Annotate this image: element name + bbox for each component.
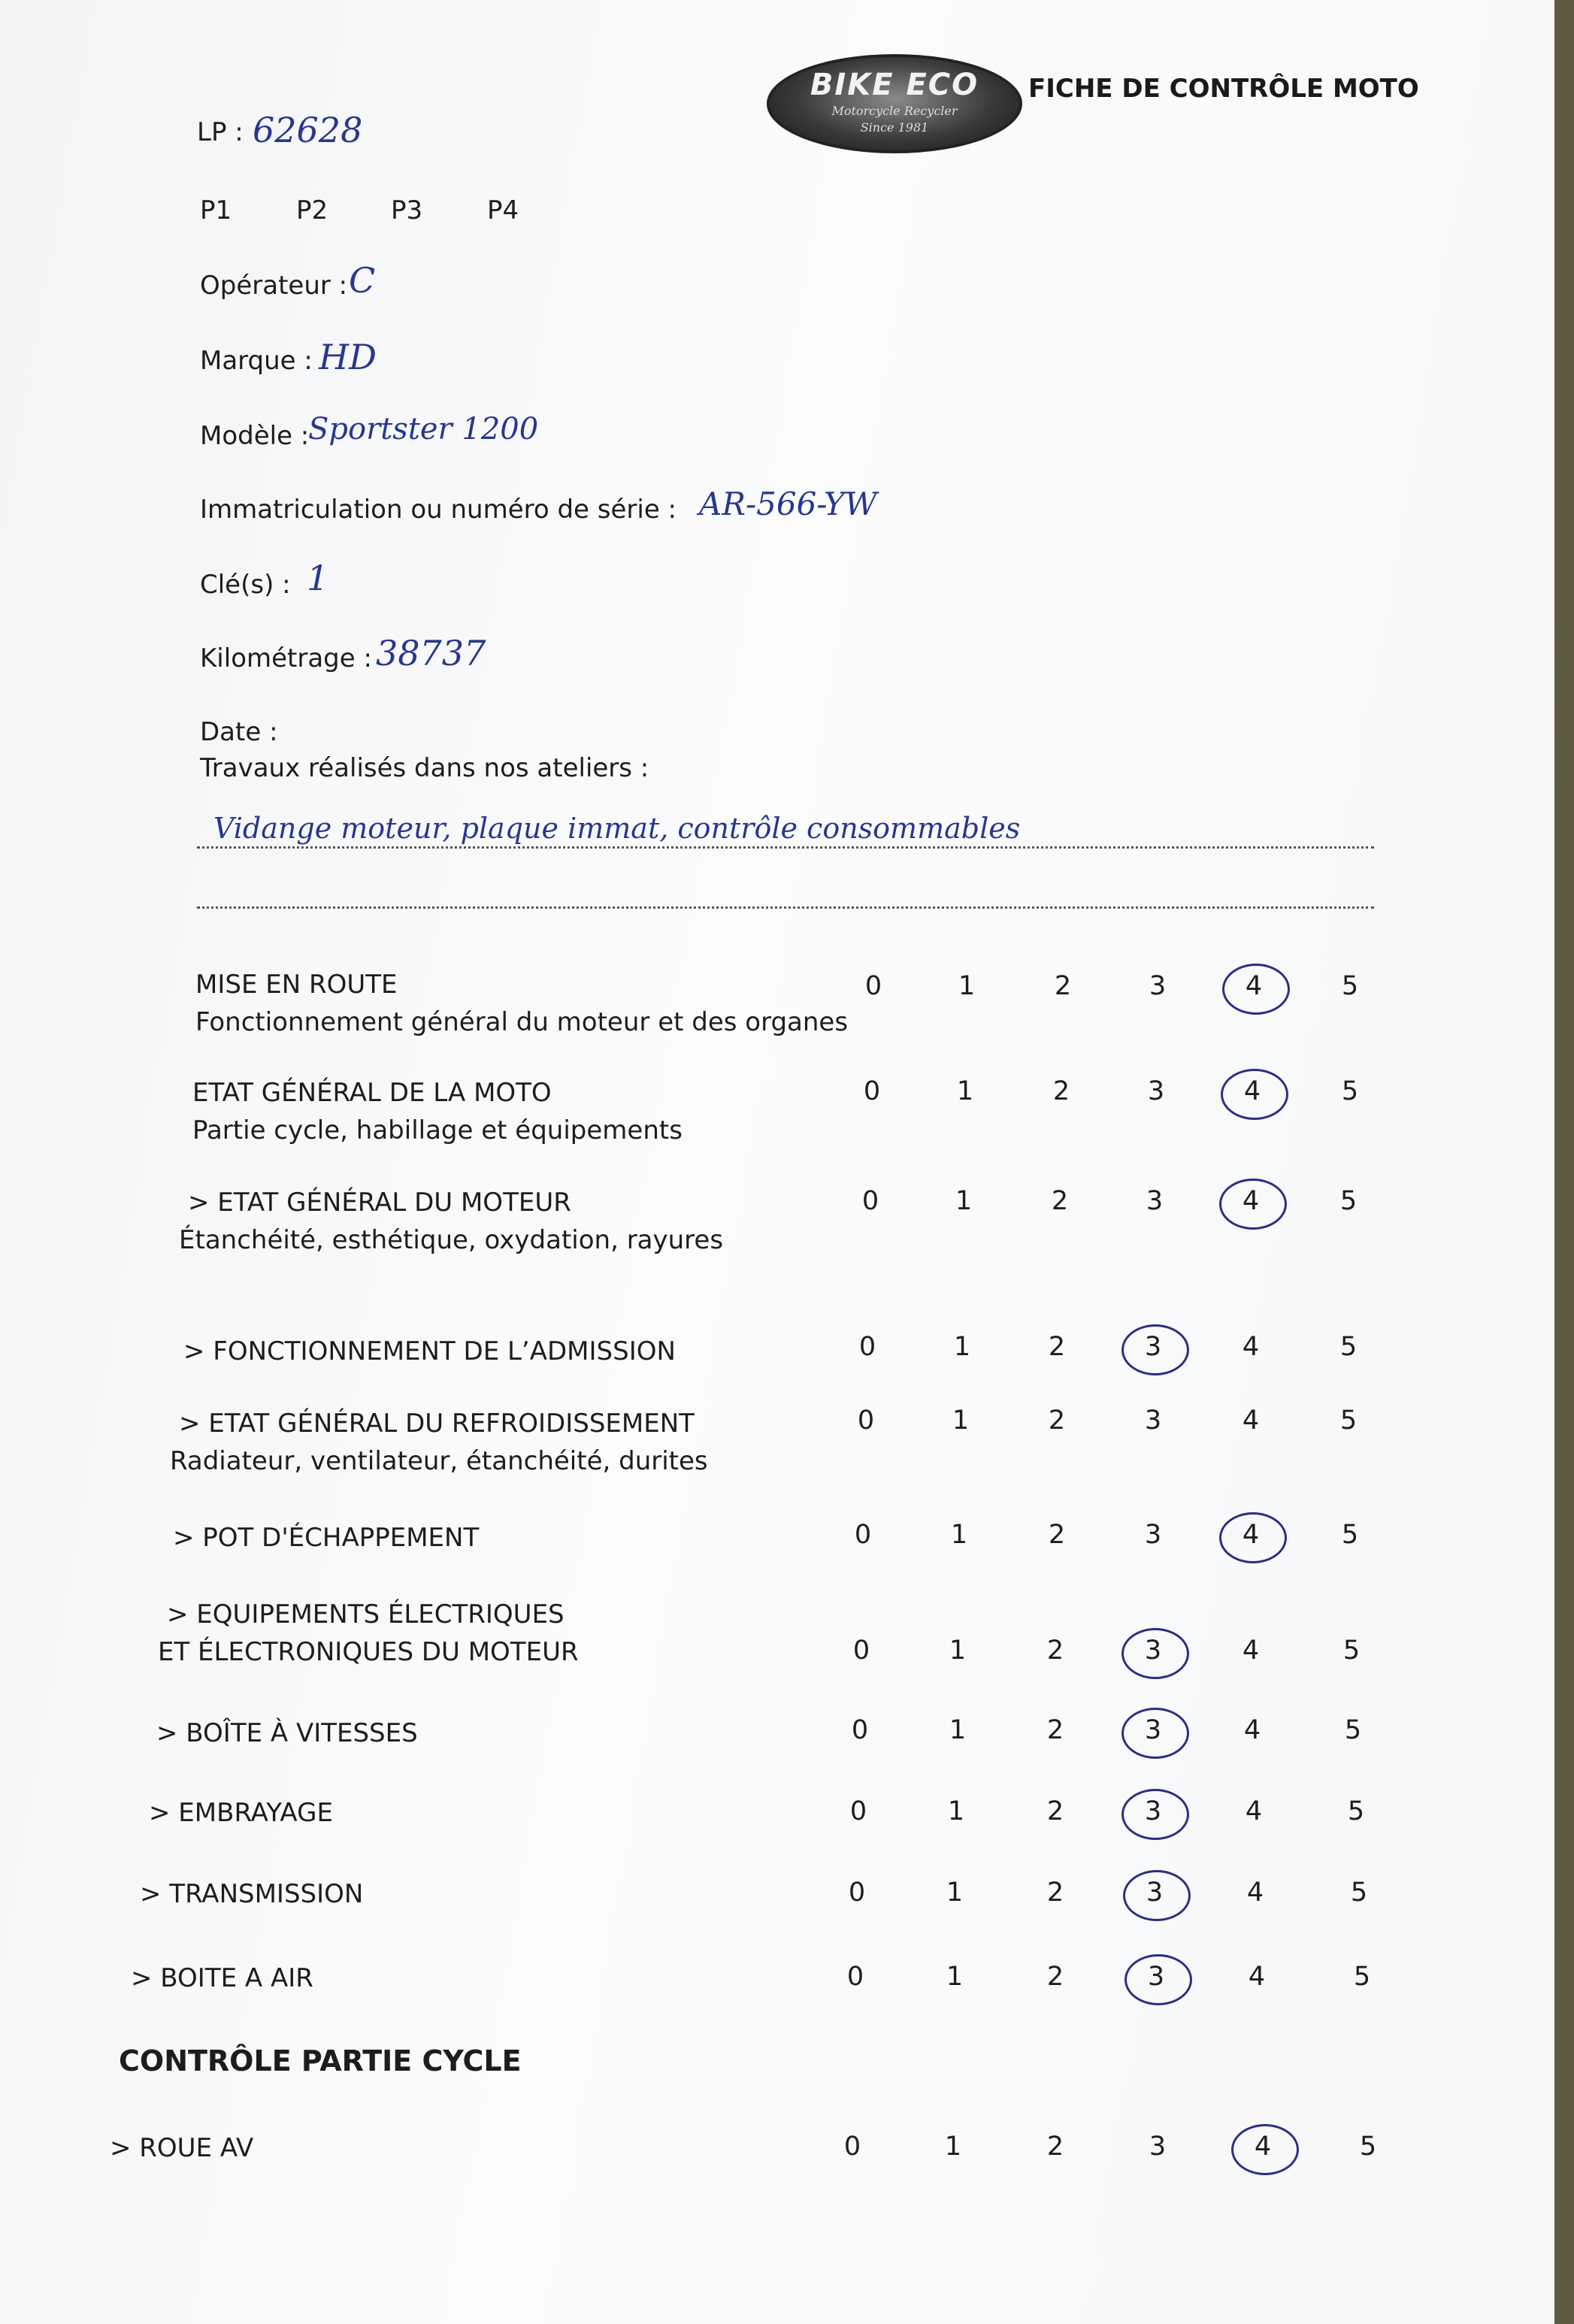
criterion-title: > ROUE AV <box>110 2133 254 2163</box>
score-option[interactable]: 0 <box>857 1406 875 1436</box>
position-p4[interactable]: P4 <box>487 195 519 225</box>
score-option[interactable]: 5 <box>1339 1332 1358 1362</box>
section-title: CONTRÔLE PARTIE CYCLE <box>119 2044 522 2077</box>
score-option[interactable]: 0 <box>852 1636 870 1666</box>
criterion-title: > EQUIPEMENTS ÉLECTRIQUES <box>167 1599 565 1630</box>
score-option[interactable]: 4 <box>1242 1186 1260 1216</box>
score-option[interactable]: 5 <box>1339 1406 1358 1436</box>
criterion-title: > BOÎTE À VITESSES <box>156 1718 418 1748</box>
score-option[interactable]: 5 <box>1341 1076 1359 1106</box>
score-option[interactable]: 0 <box>851 1715 869 1745</box>
immatriculation-label: Immatriculation ou numéro de série : <box>200 495 677 525</box>
travaux-line-2 <box>197 906 1374 909</box>
selected-score-circle <box>1222 964 1290 1015</box>
date-label: Date : <box>200 717 278 747</box>
criterion-subtitle: Radiateur, ventilateur, étanchéité, durites <box>170 1446 708 1476</box>
score-option[interactable]: 1 <box>946 1878 964 1908</box>
score-option[interactable]: 0 <box>864 971 882 1001</box>
criterion-title: ETAT GÉNÉRAL DE LA MOTO <box>192 1078 552 1108</box>
score-option[interactable]: 1 <box>944 2132 962 2162</box>
score-option[interactable]: 1 <box>950 1520 968 1550</box>
score-option[interactable]: 3 <box>1144 1636 1162 1666</box>
selected-score-circle <box>1123 1870 1191 1921</box>
lp-value[interactable]: 62628 <box>253 110 363 150</box>
selected-score-circle <box>1219 1179 1287 1230</box>
score-option[interactable]: 1 <box>955 1186 973 1216</box>
score-option[interactable]: 5 <box>1344 1715 1362 1745</box>
score-option[interactable]: 5 <box>1359 2132 1377 2162</box>
criterion-title: > TRANSMISSION <box>140 1879 364 1909</box>
score-option[interactable]: 1 <box>946 1962 964 1992</box>
criterion-title: MISE EN ROUTE <box>195 970 398 1000</box>
score-option[interactable]: 5 <box>1341 971 1359 1001</box>
score-option[interactable]: 0 <box>846 1962 864 1992</box>
score-option[interactable]: 4 <box>1246 1878 1264 1908</box>
position-p1[interactable]: P1 <box>200 195 232 225</box>
selected-score-circle <box>1121 1628 1189 1679</box>
score-option[interactable]: 1 <box>947 1796 965 1826</box>
kilometrage-label: Kilométrage : <box>200 643 372 673</box>
score-option[interactable]: 0 <box>854 1520 872 1550</box>
selected-score-circle <box>1125 1954 1192 2005</box>
score-option[interactable]: 4 <box>1242 1520 1260 1550</box>
score-option[interactable]: 0 <box>861 1186 879 1216</box>
score-option[interactable]: 1 <box>949 1636 967 1666</box>
score-option[interactable]: 4 <box>1243 1715 1261 1745</box>
logo-since: Since 1981 <box>860 120 929 135</box>
score-option[interactable]: 1 <box>952 1406 970 1436</box>
logo-brand: BIKE ECO <box>810 68 979 102</box>
modele-label: Modèle : <box>200 421 310 451</box>
score-option[interactable]: 4 <box>1242 1406 1260 1436</box>
criterion-title: > BOITE A AIR <box>131 1963 313 1993</box>
selected-score-circle <box>1121 1789 1189 1840</box>
score-option[interactable]: 1 <box>953 1332 971 1362</box>
bike-eco-logo <box>767 54 1022 153</box>
score-option[interactable]: 1 <box>949 1715 967 1745</box>
selected-score-circle <box>1121 1324 1189 1375</box>
score-option[interactable]: 0 <box>858 1332 876 1362</box>
score-option[interactable]: 5 <box>1347 1796 1365 1826</box>
score-option[interactable]: 5 <box>1353 1962 1371 1992</box>
selected-score-circle <box>1121 1708 1189 1759</box>
score-option[interactable]: 0 <box>863 1076 881 1106</box>
score-option[interactable]: 4 <box>1243 1076 1261 1106</box>
score-option[interactable]: 2 <box>1048 1406 1066 1436</box>
score-option[interactable]: 4 <box>1245 971 1263 1001</box>
table-surface <box>1554 0 1574 2324</box>
score-option[interactable]: 3 <box>1144 1715 1162 1745</box>
marque-label: Marque : <box>200 346 313 376</box>
criterion-subtitle: Partie cycle, habillage et équipements <box>192 1115 683 1145</box>
score-option[interactable]: 2 <box>1046 1878 1064 1908</box>
score-option[interactable]: 2 <box>1046 1715 1064 1745</box>
score-option[interactable]: 5 <box>1350 1878 1368 1908</box>
position-p2[interactable]: P2 <box>296 195 328 225</box>
criterion-title: > FONCTIONNEMENT DE L’ADMISSION <box>183 1336 676 1366</box>
score-option[interactable]: 3 <box>1147 1076 1165 1106</box>
score-option[interactable]: 2 <box>1052 1076 1070 1106</box>
score-option[interactable]: 3 <box>1146 1186 1164 1216</box>
score-option[interactable]: 1 <box>956 1076 974 1106</box>
immatriculation-value[interactable]: AR-566-YW <box>699 486 877 522</box>
score-option[interactable]: 2 <box>1046 1962 1064 1992</box>
score-option[interactable]: 4 <box>1245 1796 1263 1826</box>
criterion-subtitle: Étanchéité, esthétique, oxydation, rayures <box>179 1225 724 1255</box>
score-option[interactable]: 2 <box>1051 1186 1069 1216</box>
score-option[interactable]: 2 <box>1048 1332 1066 1362</box>
score-option[interactable]: 4 <box>1254 2132 1272 2162</box>
travaux-value[interactable]: Vidange moteur, plaque immat, contrôle consommables <box>213 812 1021 845</box>
score-option[interactable]: 3 <box>1146 1878 1164 1908</box>
score-option[interactable]: 3 <box>1144 1332 1162 1362</box>
score-option[interactable]: 4 <box>1242 1636 1260 1666</box>
travaux-line-1 <box>197 846 1374 849</box>
logo-tagline: Motorcycle Recycler <box>831 104 958 118</box>
operateur-label: Opérateur : <box>200 271 348 301</box>
criterion-title: > EMBRAYAGE <box>149 1798 333 1828</box>
selected-score-circle <box>1219 1512 1287 1563</box>
score-option[interactable]: 3 <box>1144 1520 1162 1550</box>
selected-score-circle <box>1231 2124 1299 2175</box>
score-option[interactable]: 3 <box>1147 1962 1165 1992</box>
score-option[interactable]: 4 <box>1242 1332 1260 1362</box>
travaux-label: Travaux réalisés dans nos ateliers : <box>200 753 649 783</box>
score-option[interactable]: 3 <box>1149 2132 1167 2162</box>
position-p3[interactable]: P3 <box>391 195 423 225</box>
lp-label: LP : <box>197 117 244 147</box>
score-option[interactable]: 2 <box>1054 971 1072 1001</box>
score-option[interactable]: 0 <box>843 2132 861 2162</box>
criterion-subtitle: ET ÉLECTRONIQUES DU MOTEUR <box>158 1637 579 1667</box>
marque-value[interactable]: HD <box>319 337 377 377</box>
criterion-title: > ETAT GÉNÉRAL DU REFROIDISSEMENT <box>179 1409 695 1439</box>
score-option[interactable]: 0 <box>849 1796 867 1826</box>
cles-value[interactable]: 1 <box>307 558 329 598</box>
form-title: FICHE DE CONTRÔLE MOTO <box>1028 74 1419 104</box>
score-option[interactable]: 5 <box>1341 1520 1359 1550</box>
score-option[interactable]: 3 <box>1144 1796 1162 1826</box>
score-option[interactable]: 5 <box>1339 1186 1358 1216</box>
kilometrage-value[interactable]: 38737 <box>376 633 486 673</box>
score-option[interactable]: 2 <box>1046 2132 1064 2162</box>
score-option[interactable]: 2 <box>1046 1796 1064 1826</box>
criterion-title: > POT D'ÉCHAPPEMENT <box>173 1523 480 1553</box>
criterion-title: > ETAT GÉNÉRAL DU MOTEUR <box>188 1188 571 1218</box>
operateur-value[interactable]: C <box>349 260 376 301</box>
score-option[interactable]: 2 <box>1046 1636 1064 1666</box>
score-option[interactable]: 3 <box>1149 971 1167 1001</box>
score-option[interactable]: 1 <box>958 971 976 1001</box>
score-option[interactable]: 2 <box>1048 1520 1066 1550</box>
selected-score-circle <box>1221 1069 1288 1120</box>
score-option[interactable]: 4 <box>1248 1962 1266 1992</box>
cles-label: Clé(s) : <box>200 570 291 600</box>
score-option[interactable]: 5 <box>1342 1636 1361 1666</box>
modele-value[interactable]: Sportster 1200 <box>308 412 539 446</box>
criterion-subtitle: Fonctionnement général du moteur et des organes <box>195 1007 849 1037</box>
score-option[interactable]: 3 <box>1144 1406 1162 1436</box>
score-option[interactable]: 0 <box>848 1878 866 1908</box>
